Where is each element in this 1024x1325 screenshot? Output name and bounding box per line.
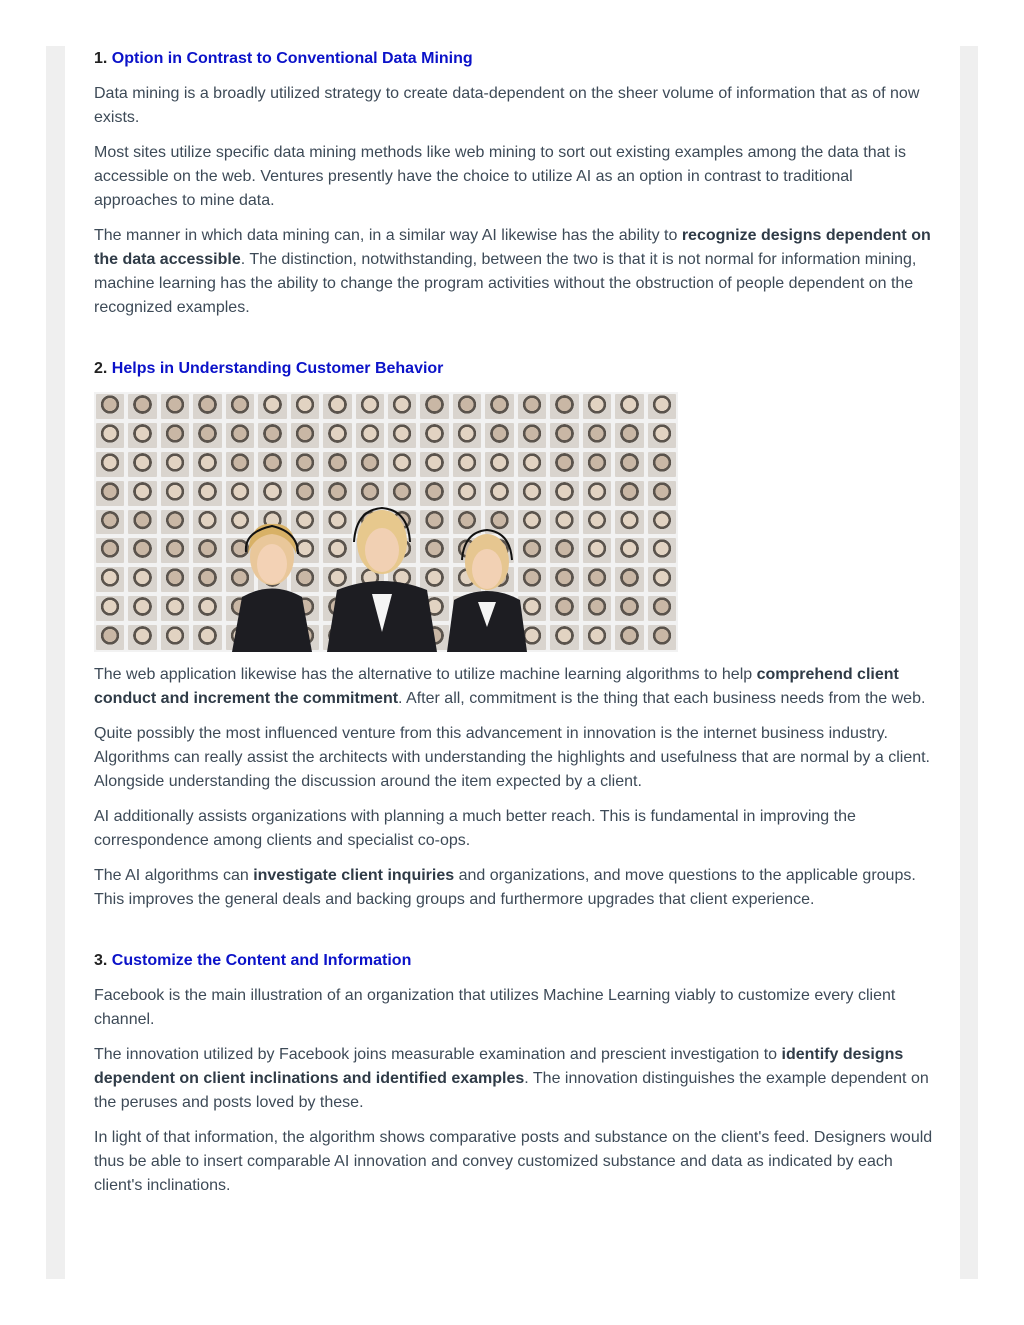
paragraph: Quite possibly the most influenced venture from this advancement in innovation is the internet business industry. Algorithms can really assist the architects with understanding the highlights and usefulness that are normal by a client. Alongside understanding the discussion around the item expected by a client. bbox=[94, 725, 930, 790]
face-tile bbox=[356, 423, 384, 448]
face-tile bbox=[161, 394, 189, 419]
face-tile bbox=[128, 394, 156, 419]
paragraph: Facebook is the main illustration of an organization that utilizes Machine Learning viably to customize every client channel. bbox=[94, 987, 896, 1028]
face-tile bbox=[291, 452, 319, 477]
text-run: The AI algorithms can bbox=[94, 867, 254, 884]
face-tile bbox=[128, 452, 156, 477]
face-tile bbox=[161, 481, 189, 506]
face-tile bbox=[193, 510, 221, 535]
face-tile bbox=[420, 423, 448, 448]
agents-illustration bbox=[232, 502, 532, 652]
face-tile bbox=[420, 394, 448, 419]
section-number: 2. bbox=[94, 360, 108, 377]
face-tile bbox=[615, 481, 643, 506]
face-tile bbox=[323, 394, 351, 419]
face-tile bbox=[615, 625, 643, 650]
face-tile bbox=[550, 538, 578, 563]
face-tile bbox=[96, 394, 124, 419]
text-run: The manner in which data mining can, in a similar way AI likewise has the ability to bbox=[94, 227, 682, 244]
face-tile bbox=[96, 481, 124, 506]
paragraph bbox=[94, 663, 936, 711]
bold-text: investigate client inquiries bbox=[253, 867, 455, 884]
paragraph bbox=[94, 224, 936, 320]
face-tile bbox=[388, 394, 416, 419]
face-tile bbox=[226, 423, 254, 448]
face-tile bbox=[583, 394, 611, 419]
face-tile bbox=[356, 394, 384, 419]
bold-text: recognize designs dependent on the data accessible bbox=[94, 227, 931, 268]
paragraph: Most sites utilize specific data mining methods like web mining to sort out existing examples among the data that is accessible on the web. Ventures presently have the choice to utilize AI as an option in contrast to traditional approaches to mine data. bbox=[94, 144, 906, 209]
face-tile bbox=[388, 452, 416, 477]
face-tile bbox=[583, 481, 611, 506]
face-tile bbox=[615, 596, 643, 621]
text-run: The innovation utilized by Facebook joins measurable examination and prescient investigation to bbox=[94, 1046, 782, 1063]
section-number: 3. bbox=[94, 952, 108, 969]
face-tile bbox=[161, 538, 189, 563]
article-body bbox=[94, 47, 936, 1209]
face-tile bbox=[485, 452, 513, 477]
face-tile bbox=[583, 423, 611, 448]
agent-left bbox=[232, 524, 312, 652]
face-tile bbox=[615, 567, 643, 592]
face-tile bbox=[453, 394, 481, 419]
face-tile bbox=[128, 538, 156, 563]
section-number: 1. bbox=[94, 50, 108, 67]
bold-text: identify designs dependent on client inclinations and identified examples bbox=[94, 1046, 904, 1087]
face-tile bbox=[583, 452, 611, 477]
face-tile bbox=[323, 423, 351, 448]
face-tile bbox=[96, 596, 124, 621]
left-margin-rail bbox=[46, 46, 65, 1279]
face-tile bbox=[583, 625, 611, 650]
section-title-link[interactable]: Option in Contrast to Conventional Data Mining bbox=[111, 50, 473, 67]
face-tile bbox=[388, 423, 416, 448]
face-tile bbox=[550, 452, 578, 477]
face-tile bbox=[518, 452, 546, 477]
face-tile bbox=[648, 510, 676, 535]
face-tile bbox=[96, 423, 124, 448]
face-tile bbox=[615, 394, 643, 419]
face-tile bbox=[96, 510, 124, 535]
face-tile bbox=[193, 596, 221, 621]
face-tile bbox=[550, 625, 578, 650]
face-tile bbox=[518, 394, 546, 419]
section-title-link[interactable]: Helps in Understanding Customer Behavior bbox=[111, 360, 444, 377]
text-run: The web application likewise has the alternative to utilize machine learning algorithms to help bbox=[94, 666, 757, 683]
face-tile bbox=[323, 452, 351, 477]
face-tile bbox=[128, 481, 156, 506]
face-tile bbox=[193, 567, 221, 592]
bold-text: comprehend client conduct and increment the commitment bbox=[94, 666, 899, 707]
face-tile bbox=[648, 452, 676, 477]
section-heading-3 bbox=[94, 949, 936, 973]
face-tile bbox=[648, 596, 676, 621]
paragraph: AI additionally assists organizations with planning a much better reach. This is fundamental in improving the correspondence among clients and specialist co-ops. bbox=[94, 808, 856, 849]
face-tile bbox=[161, 452, 189, 477]
text-run: . The distinction, notwithstanding, between the two is that it is not normal for information mining, machine learning has the ability to change the program activities without the obstruction of people dependent on the recognized examples. bbox=[94, 251, 917, 316]
face-tile bbox=[583, 596, 611, 621]
agent-center bbox=[327, 508, 437, 652]
face-tile bbox=[128, 423, 156, 448]
text-run: . After all, commitment is the thing that each business needs from the web. bbox=[398, 690, 926, 707]
paragraph bbox=[94, 864, 936, 912]
paragraph: In light of that information, the algorithm shows comparative posts and substance on the client's feed. Designers would thus be able to insert comparable AI innovation and convey customized substance and data as indicated by each client's inclinations. bbox=[94, 1129, 933, 1194]
face-tile bbox=[453, 452, 481, 477]
face-tile bbox=[615, 452, 643, 477]
text-run: . The innovation distinguishes the example dependent on the peruses and posts loved by these. bbox=[94, 1070, 929, 1111]
face-tile bbox=[96, 567, 124, 592]
face-tile bbox=[226, 452, 254, 477]
face-tile bbox=[161, 625, 189, 650]
face-tile bbox=[193, 394, 221, 419]
face-tile bbox=[96, 538, 124, 563]
face-tile bbox=[193, 481, 221, 506]
face-tile bbox=[550, 481, 578, 506]
face-tile bbox=[550, 596, 578, 621]
section-heading-1 bbox=[94, 47, 936, 71]
face-tile bbox=[161, 510, 189, 535]
face-tile bbox=[583, 567, 611, 592]
face-tile bbox=[648, 567, 676, 592]
face-tile bbox=[485, 394, 513, 419]
face-tile bbox=[550, 394, 578, 419]
face-tile bbox=[291, 394, 319, 419]
right-margin-rail bbox=[960, 46, 978, 1279]
face-tile bbox=[161, 567, 189, 592]
face-tile bbox=[648, 481, 676, 506]
face-tile bbox=[648, 423, 676, 448]
paragraph: Data mining is a broadly utilized strategy to create data-dependent on the sheer volume of information that as of now exists. bbox=[94, 85, 920, 126]
face-tile bbox=[128, 510, 156, 535]
face-tile bbox=[648, 538, 676, 563]
section-heading-2 bbox=[94, 357, 936, 381]
face-tile bbox=[258, 423, 286, 448]
face-tile bbox=[258, 452, 286, 477]
face-tile bbox=[550, 567, 578, 592]
face-tile bbox=[615, 423, 643, 448]
face-tile bbox=[96, 625, 124, 650]
face-tile bbox=[648, 625, 676, 650]
face-tile bbox=[161, 596, 189, 621]
text-run: and organizations, and move questions to the applicable groups. This improves the general deals and backing groups and furthermore upgrades that client experience. bbox=[94, 867, 916, 908]
face-tile bbox=[193, 538, 221, 563]
face-tile bbox=[485, 423, 513, 448]
face-tile bbox=[128, 625, 156, 650]
face-tile bbox=[550, 510, 578, 535]
section-title-link[interactable]: Customize the Content and Information bbox=[111, 952, 412, 969]
face-tile bbox=[453, 423, 481, 448]
face-tile bbox=[258, 394, 286, 419]
paragraph bbox=[94, 1043, 936, 1115]
face-tile bbox=[615, 510, 643, 535]
face-tile bbox=[583, 538, 611, 563]
face-tile bbox=[583, 510, 611, 535]
face-tile bbox=[96, 452, 124, 477]
face-tile bbox=[161, 423, 189, 448]
face-tile bbox=[226, 394, 254, 419]
face-tile bbox=[356, 452, 384, 477]
agent-right bbox=[447, 530, 527, 652]
face-tile bbox=[193, 423, 221, 448]
face-tile bbox=[291, 423, 319, 448]
customer-service-image bbox=[94, 392, 678, 652]
face-tile bbox=[648, 394, 676, 419]
face-tile bbox=[420, 452, 448, 477]
face-tile bbox=[550, 423, 578, 448]
face-tile bbox=[128, 567, 156, 592]
face-tile bbox=[518, 423, 546, 448]
face-tile bbox=[193, 625, 221, 650]
face-tile bbox=[128, 596, 156, 621]
face-tile bbox=[193, 452, 221, 477]
face-tile bbox=[615, 538, 643, 563]
